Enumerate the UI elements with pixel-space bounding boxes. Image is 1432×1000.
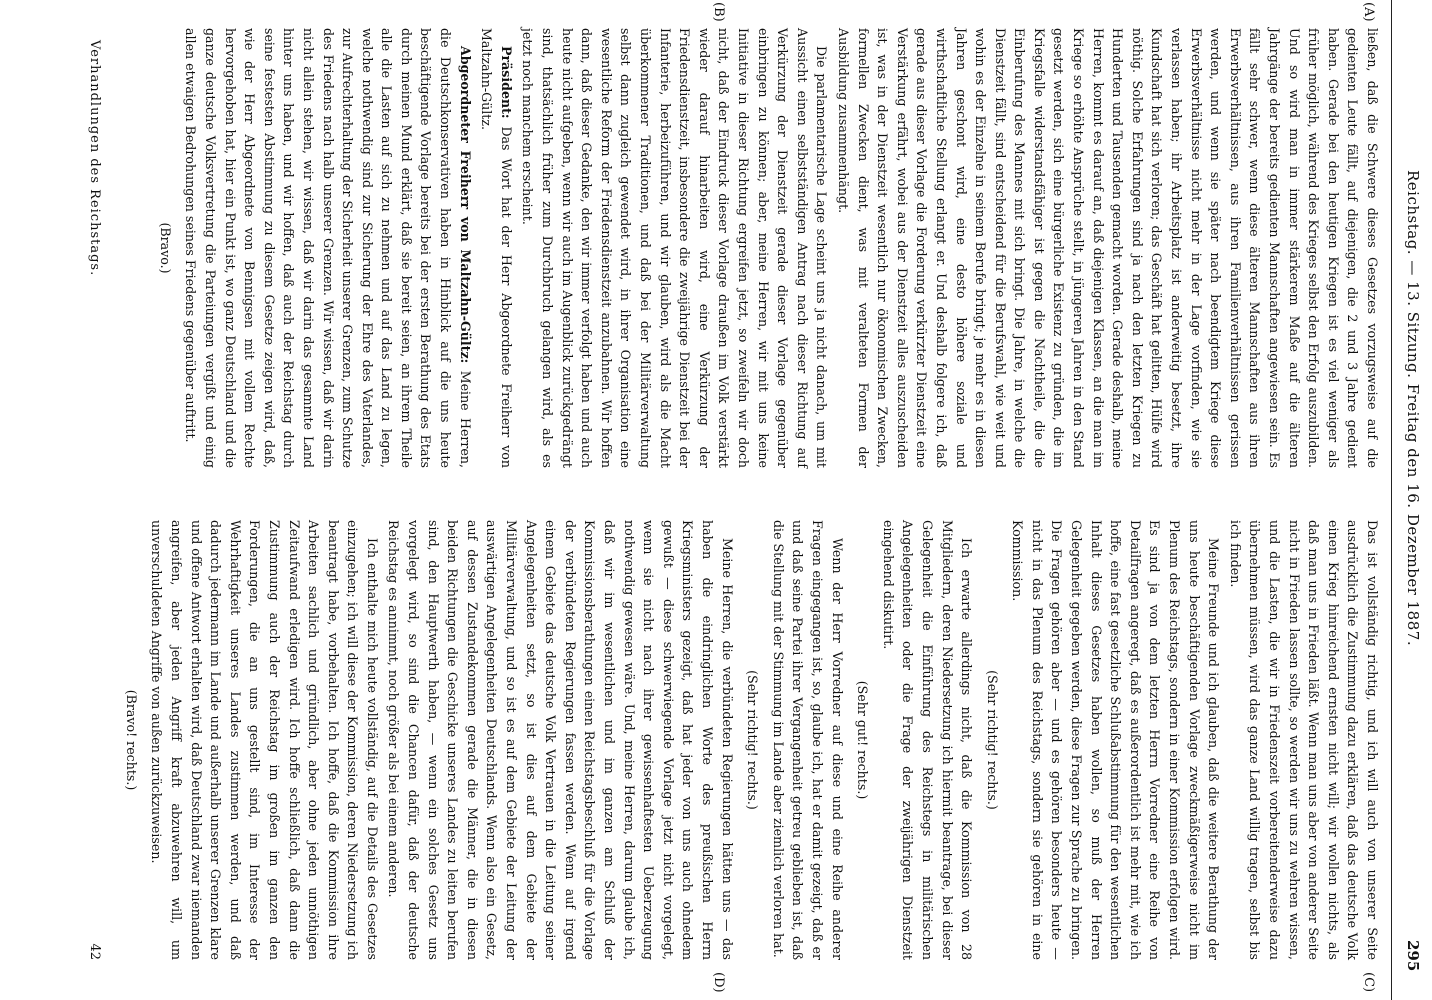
- running-title: Reichstag. — 13. Sitzung. Freitag den 16. Dezember 1887.: [1404, 170, 1422, 647]
- margin-marker-a: (A): [1361, 2, 1376, 22]
- applause-note: (Sehr richtig! rechts.): [984, 670, 1000, 810]
- paragraph: Meine Freunde und ich glauben, daß die weitere Berathung der uns heute beschäftigenden Vorlage zweckmäßigerweise nicht im Plenum des Reichstags, sondern in einer Kommission erfolgen wird. Es sind ja von dem letzten Herrn Vorredner eine Reihe von Detailfragen angeregt, daß es außerordentlich ist mehr mit, wie ich hoffe, eine fast gesetzliche Schlußabstimmung für den wesentlichen Inhalt dieses Gesetzes haben wollen, so muß der Herren Gelegenheit gegeben werden, diese Fragen zur Sprache zu bringen. Die Fragen gehören aber — und es gehören besonders heute — nicht in das Plenum des Reichstags, sondern sie gehören in eine Kommission.: [1010, 520, 1222, 960]
- page-header: [1391, 0, 1432, 1000]
- paragraph: Wenn der Herr Vorredner auf diese und eine Reihe anderer Fragen eingegangen ist, so, glaube ich, hat er damit gezeigt, daß er und daß seine Partei ihrer Vergangenheit getreu geblieben ist, daß die Stellung mit der Stimmung im Lande aber ziemlich verloren hat.: [770, 520, 845, 960]
- paragraph: Das ist vollständig richtig, und ich will auch von unserer Seite ausdrücklich die Zustimmung dazu erklären, daß das deutsche Volk einen Krieg hinreichend ernsten nicht will; wir wollen nichts, als daß man uns in Frieden läßt. Wenn man uns aber von anderer Seite nicht in Frieden lassen sollte, so werden wir uns zu wehren wissen, und die Lasten, die wir in Friedenszeit vorbereitenderweise dazu übernehmen müssen, wird das ganze Land willig tragen, selbst bis ich finden.: [1227, 520, 1380, 960]
- left-column: [92, 28, 1382, 468]
- paragraph: Ich erwarte allerdings nicht, daß die Kommission von 28 Mitgliedern, deren Niedersetzung ich hiermit beantrage, bei dieser Gelegenheit die Einführung des Reichstegs in militärischen Angelegenheiten oder die Frage der zweijährigen Dienstzeit eingehend diskutirt.: [880, 520, 975, 960]
- speech-text: Meine Herren, die Deutschkonservativen haben in Hinblick auf die uns heute beschäftigende Vorlage bereits bei der ersten Berathung des Etats durch meinen Mund erklärt, daß sie bereit seien, an ihrem Theile alle die Lasten auf sich zu nehmen und auf das Land zu legen, welche nothwendig sind zur Sicherung der Ehre des Vaterlandes, zur Aufrechterhaltung der Sicherheit unserer Grenzen, zum Schutze des Friedens nach halb unserer Grenzen. Wir wissen, daß wir darin nicht allein stehen, wir wissen, daß wir darin das gesammte Land hinter uns haben, und wir hoffen, daß auch der Reichstag durch seine festesten Abstimmung zu diesem Gesetze zeigen wird, daß, wie der Herr Abgeordnete von Bennigsen mit vollem Rechte hervorgehoben hat, hier ein Punkt ist, wo ganz Deutschland und die ganze deutsche Volksvertretung die Parteiungen vergißt und einig allen etwaigen Bedrohungen seines Friedens gegenüber auftritt.: [183, 28, 473, 468]
- paragraph: [181, 28, 475, 468]
- paragraph: Die parlamentarische Lage scheint uns ja nicht danach, um mit Aussicht einen selbstständigen Antrag nach dieser Richtung auf Verkürzung der Dienstzeit gerade dieser Vorlage gegenüber einbringen zu können; aber, meine Herren, wir mit uns keine Initiative in dieser Richtung ergreifen jetzt, so zweifeln wir doch nicht, daß der Eindruck dieser Vorlage draußen im Volk verstärkt wieder darauf hinarbeiten wird, eine Verkürzung der Friedensdienstzeit, insbesondere die zweijährige Dienstzeit bei der Infanterie, herbeizuführen, und wir glauben, wird als die Macht überkommener Traditionen, und daß bei der Militärverwaltung selbst dann zugleich gewendet wird, in ihrer Organisation eine wesentliche Reform der Friedensdienstzeit anzubahnen. Wir hoffen dann, daß dieser Gedanke, den wir immer verfolgt haben und auch heute nicht aufgeben, wenn wir auch im Augenblick zurückgedrängt sind, thatsächlich früher zum Durchbruch gelangen wird, als es jetzt noch manchem erscheint.: [520, 28, 830, 468]
- applause-note: (Bravo! rechts.): [123, 689, 139, 791]
- paragraph: ließen, daß die Schwere dieses Gesetzes vorzugsweise auf die gedienten Leute fällt, auf diejenigen, die 2 und 3 Jahre gedient haben. Gerade bei den heutigen Kriegen ist es viel weniger als früher möglich, während des Krieges selbst den Erfolg auszubilden. Und so wird man in immer stärkerem Maße auf die älteren Jahrgänge der bereits gedienten Mannschaften angewiesen sein. Es fällt sehr schwer, wenn diese älteren Mannschaften aus ihren Erwerbsverhältnissen, aus ihren Familienverhältnissen gerissen werden, und wenn sie später nach beendigtem Kriege diese Erwerbsverhältnisse nicht mehr in der Lage vorfinden, wie sie verlassen haben; ihr Arbeitsplatz ist anderweitig besetzt, ihre Kundschaft hat sich verloren; das Geschäft hat gelitten, Hülfe wird nöthig. Solche Erfahrungen sind ja nach den letzten Kriegen zu Hunderten und Tausenden gemacht worden. Gerade deshalb, meine Herren, kommt es darauf an, daß diejenigen Klassen, an die man im Kriege so erhöhte Ansprüche stellt, in jüngeren Jahren in den Stand gesetzt werden, sich eine bürgerliche Existenz zu gründen, die im Kriegsfalle widerstandsfähiger ist gegen die Nachtheile, die die Einberufung des Mannes mit sich bringt. Die Jahre, in welche die Dienstzeit fällt, sind entscheidend für die Berufswahl, wie weit und wohin es der Einzelne in seinem Berufe bringt; je mehr es in diesen Jahren geschont wird, eine desto höhere soziale und wirthschaftliche Stellung erlangt er. Und deshalb folgere ich, daß gerade aus dieser Vorlage die Forderung verkürzter Dienstzeit eine Verstärkung erfährt, wobei aus der Dienstzeit alles auszuscheiden ist, was in der Dienstzeit wesentlich nur ökonomischen Zwecken, formellen Zwecken dient, was mit veralteten Formen der Ausbildung zusammenhängt.: [835, 28, 1380, 468]
- speech-text: Das Wort hat der Herr Abgeordnete Freiherr von Maltzahn-Gültz.: [479, 28, 514, 468]
- applause-note: (Bravo.): [157, 222, 173, 274]
- applause-note: (Sehr gut! rechts.): [855, 680, 871, 800]
- paragraph: Ich enthalte mich heute vollständig, auf die Details des Gesetzes einzugehen; ich will diese der Kommission, deren Niedersetzung ich beantragt habe, vorbehalten. Ich hoffe, daß die Kommission ihre Arbeiten sachlich und gründlich, aber ohne jeden unnöthigen Zeitaufwand erledigen wird. Ich hoffe schließlich, daß dann die Zustimmung auch der Reichstag im großen im ganzen den Forderungen, die an uns gestellt sind, im Interesse der Wehrhaftigkeit unseres Landes zustimmen werden, und daß dadurch jedermann im Lande und außerhalb unserer Grenzen klare und offene Antwort erhalten wird, daß Deutschland zwar niemanden angreifen, aber jeden Angriff kraft abzuwehren will, um unverschuldeten Angriffe von außen zurückzuweisen.: [149, 520, 380, 960]
- speaker-label: Präsident:: [498, 46, 514, 119]
- paragraph: [477, 28, 516, 468]
- speaker-label: Abgeordneter Freiherr von Maltzahn-Gültz:: [457, 46, 473, 364]
- right-column: [92, 520, 1382, 960]
- margin-marker-b: (B): [711, 2, 726, 22]
- margin-marker-c: (C): [1361, 972, 1376, 993]
- footer-publication-title: Verhandlungen des Reichstags.: [87, 40, 102, 277]
- page-number: 295: [1404, 940, 1422, 972]
- footer-sheet-number: 42: [87, 943, 102, 960]
- applause-note: (Sehr richtig! rechts.): [745, 670, 761, 810]
- margin-marker-d: (D): [711, 972, 726, 993]
- paragraph: Meine Herren, die verbündeten Regierungen hätten uns — das haben die eindringlichen Worte des preußischen Herrn Kriegsministers gezeigt, daß hat jeder von uns auch ohnedem gewußt — diese schwerwiegende Vorlage jetzt nicht vorgelegt, wenn sie nicht nach ihrer gewissenhaftesten Ueberzeugung nothwendig gewesen wäre. Und, meine Herren, darum glaube ich, daß wir im wesentlichen und im ganzen am Schluß der Kommissionsberathungen einen Reichstagsbeschluß für die Vorlage der verbündeten Regierungen fassen werden. Wenn auf irgend einem Gebiete das deutsche Volk Vertrauen in die Leitung seiner Angelegenheiten setzt, so ist dies auf dem Gebiete der Militärverwaltung, und so ist es auf dem Gebiete der Leitung der auswärtigen Angelegenheiten Deutschlands. Wenn also ein Gesetz, auf dessen Zustandekommen gerade die Männer, die in diesen beiden Richtungen die Geschicke unseres Landes zu leiten berufen sind, den Hauptwerth haben, — wenn ein solches Gesetz uns vorgelegt wird, so sind die Chancen dafür, daß der deutsche Reichstag es annimmt, noch größer als bei einem anderen.: [386, 520, 735, 960]
